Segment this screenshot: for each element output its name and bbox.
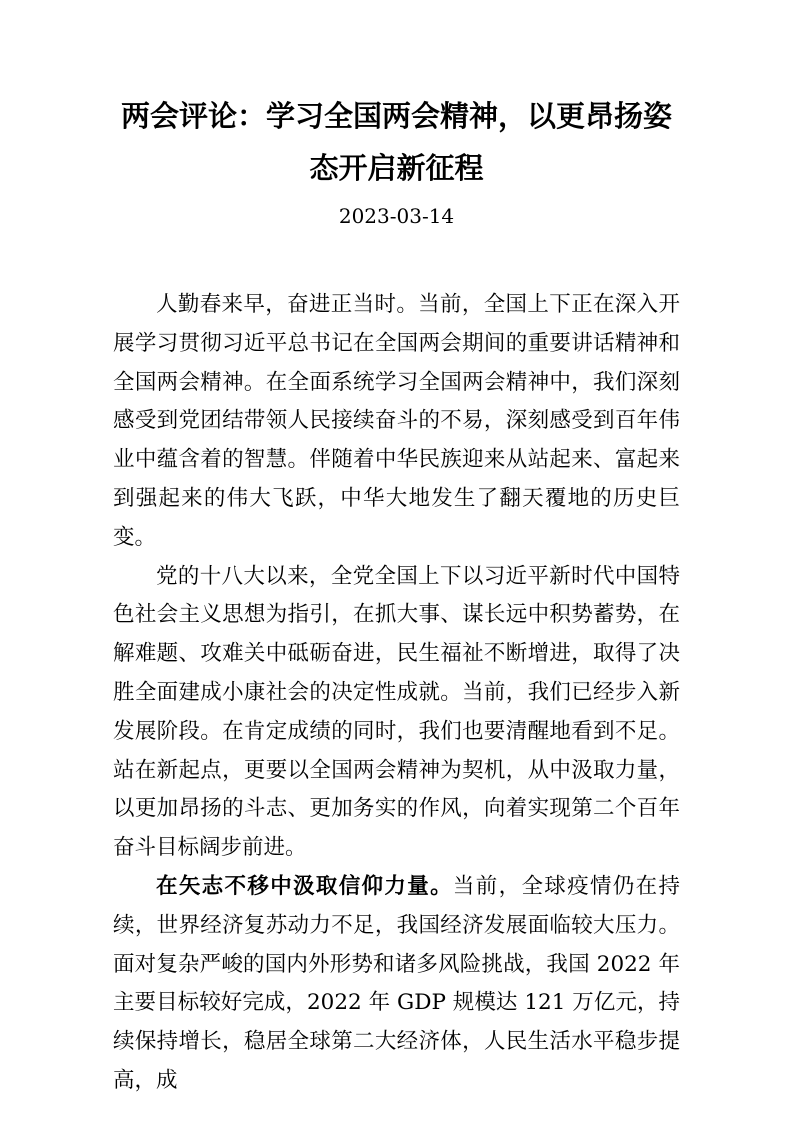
document-title: 两会评论：学习全国两会精神，以更昂扬姿态开启新征程 — [120, 99, 672, 185]
paragraph-3 — [113, 868, 680, 1101]
paragraph-2: 党的十八大以来，全党全国上下以习近平新时代中国特色社会主义思想为指引，在抓大事、谋长远中积势蓄势，在解难题、攻难关中砥砺奋进，民生福祉不断增进，取得了决胜全面建成小康社会的决定性成就。当前，我们已经步入新发展阶段。在肯定成绩的同时，我们也要清醒地看到不足。站在新起点，更要以全国两会精神为契机，从中汲取力量，以更加昂扬的斗志、更加务实的作风，向着实现第二个百年奋斗目标阔步前进。 — [113, 563, 680, 861]
paragraph-3-bold-lead: 在矢志不移中汲取信仰力量。 — [156, 873, 453, 899]
paragraph-3-text: 当前，全球疫情仍在持续，世界经济复苏动力不足，我国经济发展面临较大压力。面对复杂严峻的国内外形势和诸多风险挑战，我国 2022 年主要目标较好完成，2022 年 GDP 规模达 121 万亿元，持续保持增长，稳居全球第二大经济体，人民生活水平稳步提高，成 — [113, 873, 680, 1093]
paragraph-1: 人勤春来早，奋进正当时。当前，全国上下正在深入开展学习贯彻习近平总书记在全国两会期间的重要讲话精神和全国两会精神。在全面系统学习全国两会精神中，我们深刻感受到党团结带领人民接续奋斗的不易，深刻感受到百年伟业中蕴含着的智慧。伴随着中华民族迎来从站起来、富起来到强起来的伟大飞跃，中华大地发生了翻天覆地的历史巨变。 — [113, 292, 680, 550]
document-date: 2023-03-14 — [338, 204, 455, 228]
document-body — [113, 286, 680, 1101]
